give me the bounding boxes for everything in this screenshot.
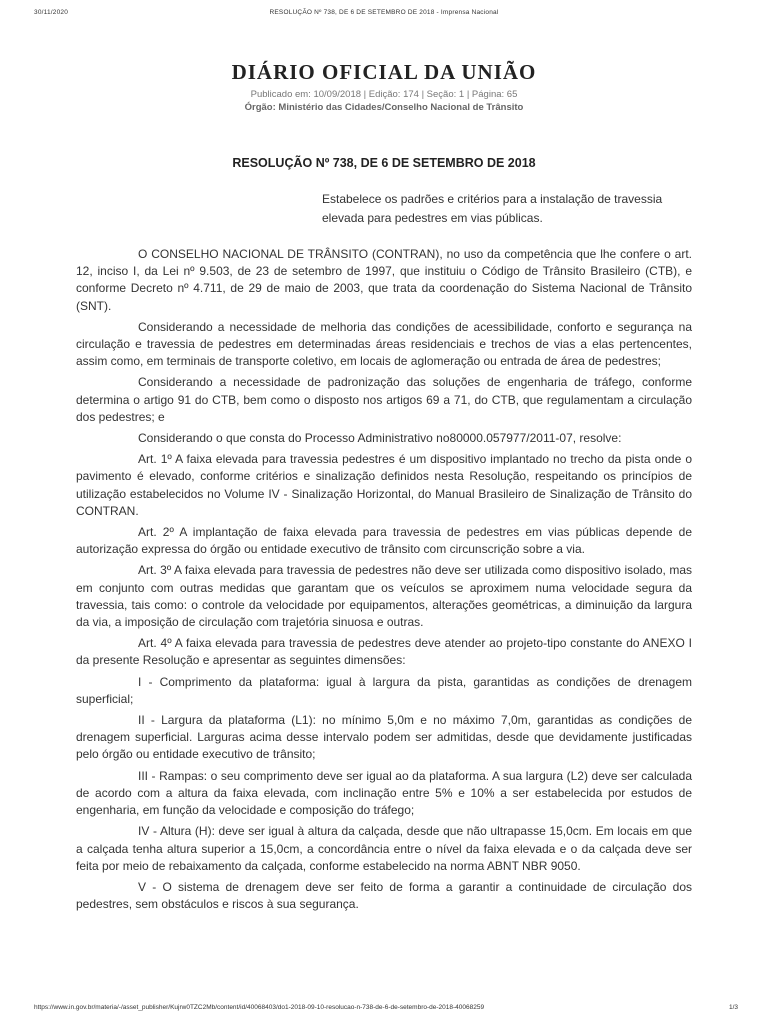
paragraph-considerando-2: Considerando a necessidade de padronização das soluções de engenharia de tráfego, conforme determina o artigo 91 do CTB, bem como o disposto nos artigos 69 a 71, do CTB, que regulamentam a circulação dos pedestres; e	[76, 375, 692, 424]
print-date: 30/11/2020	[34, 9, 69, 16]
document-title: RESOLUÇÃO Nº 738, DE 6 DE SETEMBRO DE 2018	[232, 156, 536, 170]
paragraph-preamble: O CONSELHO NACIONAL DE TRÂNSITO (CONTRAN), no uso da competência que lhe confere o art. 12, inciso I, da Lei nº 9.503, de 23 de setembro de 1997, que instituiu o Código de Trânsito Brasileiro (CTB), e conforme Decreto nº 4.711, de 29 de maio de 2003, que trata da coordenação do Sistema Nacional de Trânsito (SNT).	[76, 247, 692, 313]
paragraph-item-iii: III - Rampas: o seu comprimento deve ser igual ao da plataforma. A sua largura (L2) deve ser calculada de acordo com a altura da faixa elevada, com inclinação entre 5% e 10% a ser estabelecida por estudos de engenharia, em função da velocidade e composição do tráfego;	[76, 768, 692, 818]
ementa: Estabelece os padrões e critérios para a instalação de travessia elevada para pedestres em vias públicas.	[322, 192, 663, 225]
print-header-title: RESOLUÇÃO Nº 738, DE 6 DE SETEMBRO DE 2018 - Imprensa Nacional	[269, 9, 499, 16]
document-body	[76, 246, 692, 917]
publication-meta: Publicado em: 10/09/2018 | Edição: 174 | Seção: 1 | Página: 65	[250, 89, 518, 100]
paragraph-item-iv: IV - Altura (H): deve ser igual à altura da calçada, desde que não ultrapasse 15,0cm. Em locais em que a calçada tenha altura superior a 15,0cm, a concordância entre o nível da faixa elevada e o da calçada deve ser feita por meio de rebaixamento da calçada, conforme estabelecido na norma ABNT NBR 9050.	[76, 824, 692, 873]
paragraph-art-1: Art. 1º A faixa elevada para travessia pedestres é um dispositivo implantado no trecho da pista onde o pavimento é elevado, conforme critérios e sinalização definidos nesta Resolução, respeitando os princípios de utilização estabelecidos no Volume IV - Sinalização Horizontal, do Manual Brasileiro de Sinalização de Trânsito do CONTRAN.	[76, 452, 692, 518]
paragraph-item-v: V - O sistema de drenagem deve ser feito de forma a garantir a continuidade de circulação dos pedestres, sem obstáculos e riscos à sua segurança.	[76, 879, 692, 912]
paragraph-art-3: Art. 3º A faixa elevada para travessia de pedestres não deve ser utilizada como dispositivo isolado, mas em conjunto com outras medidas que garantam que os veículos se aproximem numa velocidade segura da travessia, tais como: o controle da velocidade por equipamentos, alterações geométricas, a diminuição da largura da via, a imposição de circulação com trajetória sinuosa e outras.	[76, 563, 692, 630]
paragraph-art-2: Art. 2º A implantação de faixa elevada para travessia de pedestres em vias públicas depende de autorização expressa do órgão ou entidade executivo de trânsito com circunscrição sobre a via.	[76, 525, 692, 557]
paragraph-considerando-1: Considerando a necessidade de melhoria das condições de acessibilidade, conforto e segurança na circulação e travessia de pedestres em determinadas áreas residenciais e trechos de vias a elas pertencentes, assim como, em terminais de transporte coletivo, em locais de aglomeração ou entrada de área de pedestres;	[76, 319, 692, 369]
print-footer-url: https://www.in.gov.br/materia/-/asset_publisher/Kujrw0TZC2Mb/content/id/40068403/do1-2018-09-10-resolucao-n-738-de-6-de-setembro-de-2018-40068259	[34, 1004, 485, 1011]
paragraph-art-4: Art. 4º A faixa elevada para travessia de pedestres deve atender ao projeto-tipo constante do ANEXO I da presente Resolução e apresentar as seguintes dimensões:	[76, 636, 692, 668]
masthead-title: DIÁRIO OFICIAL DA UNIÃO	[231, 60, 537, 84]
paragraph-considerando-3: Considerando o que consta do Processo Administrativo no80000.057977/2011-07, resolve:	[138, 431, 622, 446]
paragraph-item-i: I - Comprimento da plataforma: igual à largura da pista, garantidas as condições de drenagem superficial;	[76, 674, 692, 706]
publishing-organ: Órgão: Ministério das Cidades/Conselho Nacional de Trânsito	[244, 102, 524, 113]
print-page-number: 1/3	[728, 1004, 738, 1011]
masthead	[0, 60, 768, 113]
paragraph-item-ii: II - Largura da plataforma (L1): no mínimo 5,0m e no máximo 7,0m, garantidas as condições de drenagem superficial. Larguras acima desse intervalo podem ser admitidas, desde que devidamente justificadas pelo órgão ou entidade executivo de trânsito;	[76, 713, 692, 762]
